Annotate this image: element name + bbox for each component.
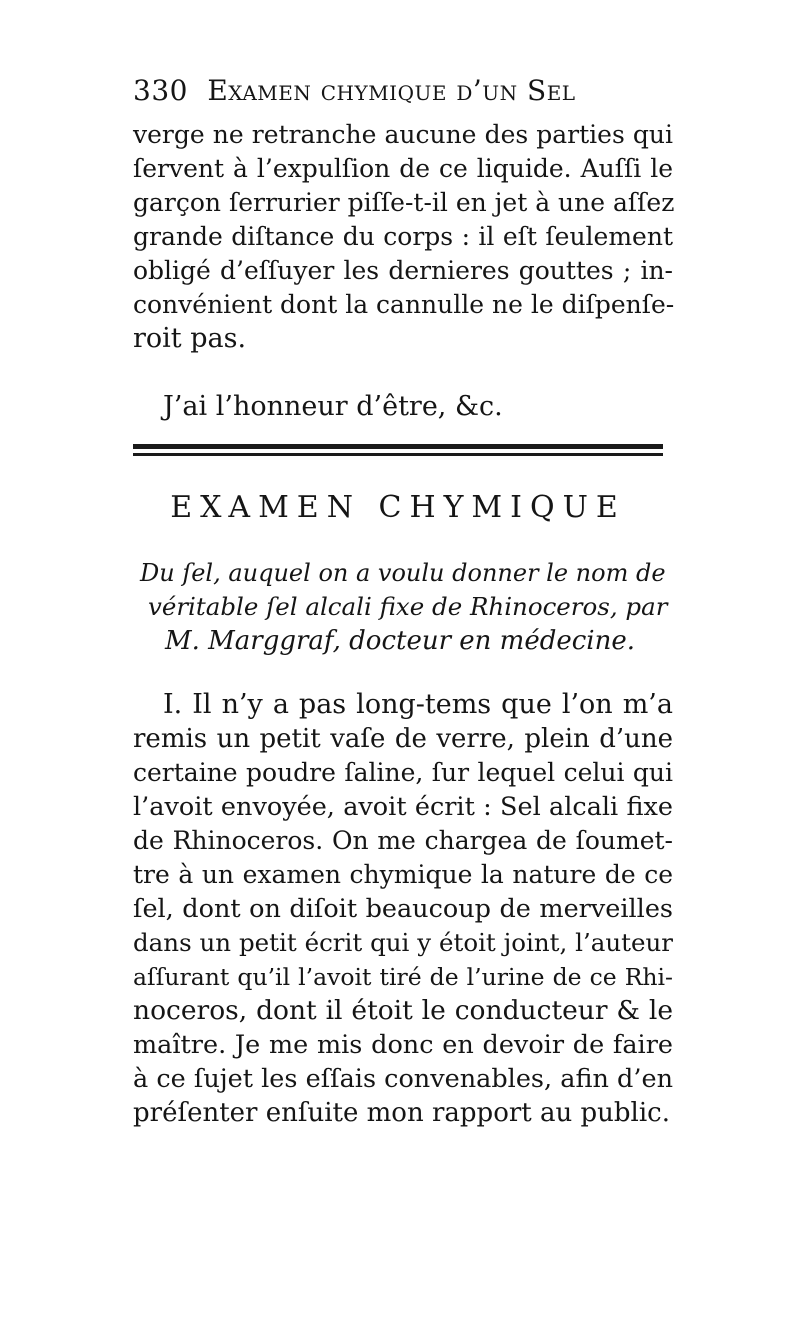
running-head [133, 74, 653, 110]
text-line: tre à un examen chymique la nature de ce [133, 860, 673, 889]
text-line: aſſurant qu’il l’avoit tiré de l’urine de ce Rhi- [133, 963, 673, 991]
text-line: certaine poudre ſaline, ſur lequel celui qui [133, 758, 673, 787]
text-line: à ce ſujet les eſſais convenables, afin d’en [133, 1064, 673, 1094]
text-line: roit pas. [133, 323, 247, 354]
text-line: remis un petit vaſe de verre, plein d’une [133, 724, 673, 754]
text-line: de Rhinoceros. On me chargea de ſoumet- [133, 826, 673, 855]
text-line: l’avoit envoyée, avoit écrit : Sel alcali fixe [133, 792, 673, 822]
text-line: grande diſtance du corps : il eſt ſeulement [133, 222, 673, 251]
closing-line: J’ai l’honneur d’être, &c. [163, 391, 503, 422]
text-line: ſel, dont on diſoit beaucoup de merveilles [133, 894, 673, 924]
text-line: garçon ſerrurier piſſe-t-il en jet à une aſſez [133, 188, 675, 217]
page-number: 330 [133, 74, 188, 107]
text-line: dans un petit écrit qui y étoit joint, l’auteur [133, 928, 673, 957]
subtitle-line: Du ſel, auquel on a voulu donner le nom de [140, 559, 666, 587]
section-divider [133, 444, 663, 458]
text-line: maître. Je me mis donc en devoir de faire [133, 1030, 673, 1060]
text-line: ſervent à l’expulſion de ce liquide. Auſſi le [133, 154, 673, 183]
subtitle-line: M. Marggraf, docteur en médecine. [165, 626, 636, 656]
text-line: préſenter enſuite mon rapport au public. [133, 1098, 670, 1128]
running-title: Examen chymique d’un Sel [207, 74, 576, 107]
article-title: EXAMEN CHYMIQUE [170, 490, 626, 525]
text-line: noceros, dont il étoit le conducteur & le [133, 995, 673, 1026]
text-line: obligé d’eſſuyer les dernieres gouttes ; in- [133, 256, 673, 285]
text-line: convénient dont la cannulle ne le diſpenſe- [133, 290, 675, 319]
text-line: I. Il n’y a pas long-tems que l’on m’a [163, 689, 673, 720]
text-line: verge ne retranche aucune des parties qui [133, 120, 673, 149]
subtitle-line: véritable ſel alcali fixe de Rhinoceros, par [148, 592, 668, 621]
